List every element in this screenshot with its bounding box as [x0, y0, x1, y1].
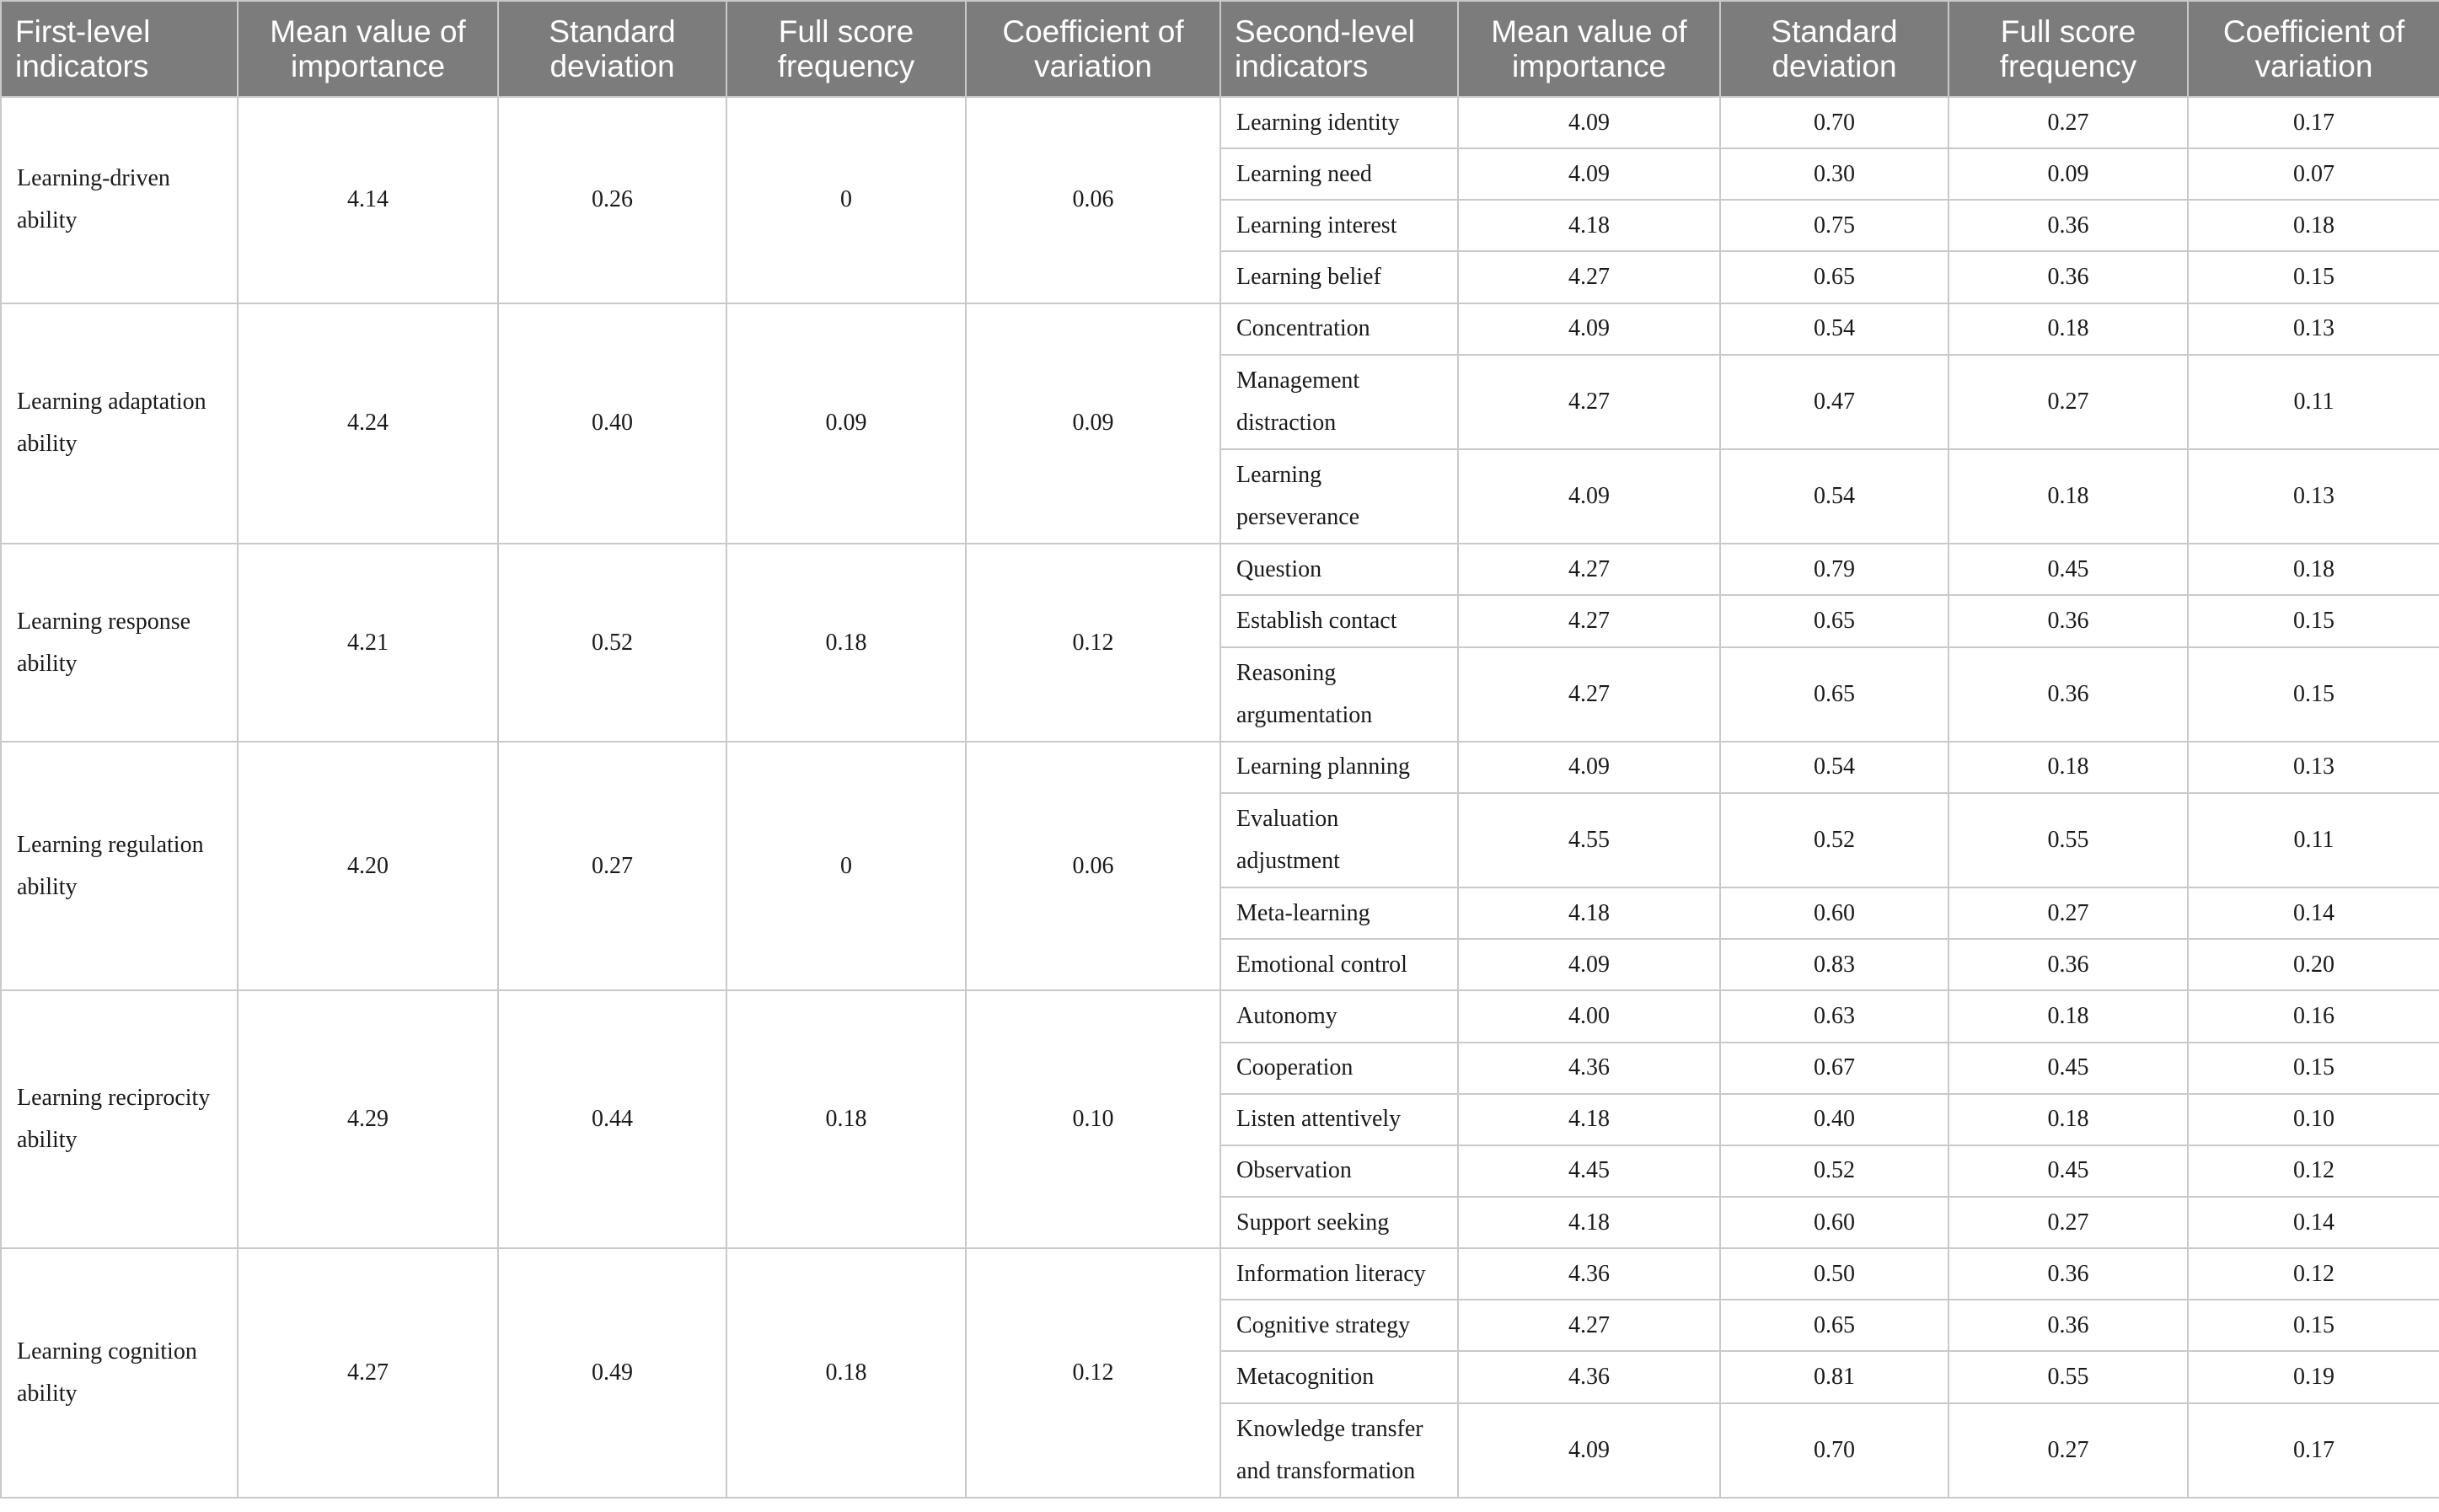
- second-level-name: Reasoning argumentation: [1220, 647, 1458, 742]
- second-level-cv: 0.14: [2188, 1197, 2439, 1248]
- second-level-name: Learning belief: [1220, 251, 1458, 303]
- first-level-cv: 0.09: [966, 303, 1220, 544]
- second-level-sd: 0.30: [1720, 148, 1949, 200]
- second-level-name: Management distraction: [1220, 355, 1458, 449]
- second-level-cv: 0.14: [2188, 887, 2439, 939]
- table-row: [1, 544, 2439, 595]
- second-level-sd: 0.54: [1720, 303, 1949, 355]
- second-level-mean: 4.09: [1458, 97, 1720, 148]
- first-level-cv: 0.12: [966, 1248, 1220, 1498]
- second-level-cv: 0.11: [2188, 355, 2439, 449]
- second-level-cv: 0.12: [2188, 1248, 2439, 1300]
- second-level-full: 0.18: [1949, 303, 2188, 355]
- second-level-name: Emotional control: [1220, 939, 1458, 990]
- second-level-sd: 0.52: [1720, 1145, 1949, 1197]
- second-level-cv: 0.20: [2188, 939, 2439, 990]
- second-level-mean: 4.09: [1458, 742, 1720, 793]
- first-level-cv: 0.06: [966, 97, 1220, 303]
- second-level-mean: 4.00: [1458, 990, 1720, 1042]
- second-level-full: 0.36: [1949, 595, 2188, 646]
- second-level-mean: 4.27: [1458, 1300, 1720, 1351]
- second-level-cv: 0.17: [2188, 1403, 2439, 1498]
- header-full-score-first: Full score frequency: [726, 1, 966, 97]
- second-level-mean: 4.45: [1458, 1145, 1720, 1197]
- header-first-level: First-level indicators: [1, 1, 238, 97]
- first-level-mean: 4.21: [238, 544, 498, 742]
- second-level-name: Learning perseverance: [1220, 449, 1458, 544]
- second-level-name: Evaluation adjustment: [1220, 793, 1458, 887]
- second-level-mean: 4.36: [1458, 1248, 1720, 1300]
- second-level-sd: 0.50: [1720, 1248, 1949, 1300]
- second-level-mean: 4.18: [1458, 1094, 1720, 1145]
- second-level-sd: 0.70: [1720, 97, 1949, 148]
- first-level-name: Learning regulation ability: [1, 742, 238, 991]
- second-level-sd: 0.83: [1720, 939, 1949, 990]
- second-level-name: Autonomy: [1220, 990, 1458, 1042]
- second-level-cv: 0.18: [2188, 544, 2439, 595]
- second-level-full: 0.36: [1949, 647, 2188, 742]
- second-level-sd: 0.40: [1720, 1094, 1949, 1145]
- first-level-cv: 0.10: [966, 990, 1220, 1248]
- second-level-name: Information literacy: [1220, 1248, 1458, 1300]
- second-level-cv: 0.15: [2188, 1043, 2439, 1094]
- second-level-cv: 0.13: [2188, 303, 2439, 355]
- second-level-sd: 0.70: [1720, 1403, 1949, 1498]
- header-sd-second: Standard deviation: [1720, 1, 1949, 97]
- second-level-mean: 4.18: [1458, 200, 1720, 251]
- second-level-mean: 4.27: [1458, 647, 1720, 742]
- first-level-name: Learning cognition ability: [1, 1248, 238, 1498]
- first-level-cv: 0.06: [966, 742, 1220, 991]
- header-cv-second: Coefficient of variation: [2188, 1, 2439, 97]
- second-level-name: Cognitive strategy: [1220, 1300, 1458, 1351]
- first-level-sd: 0.40: [498, 303, 726, 544]
- second-level-mean: 4.27: [1458, 595, 1720, 646]
- second-level-sd: 0.47: [1720, 355, 1949, 449]
- first-level-name: Learning response ability: [1, 544, 238, 742]
- first-level-mean: 4.24: [238, 303, 498, 544]
- second-level-name: Question: [1220, 544, 1458, 595]
- second-level-cv: 0.18: [2188, 200, 2439, 251]
- second-level-sd: 0.65: [1720, 1300, 1949, 1351]
- first-level-mean: 4.20: [238, 742, 498, 991]
- second-level-cv: 0.10: [2188, 1094, 2439, 1145]
- second-level-sd: 0.65: [1720, 251, 1949, 303]
- second-level-full: 0.18: [1949, 742, 2188, 793]
- second-level-mean: 4.09: [1458, 939, 1720, 990]
- second-level-full: 0.36: [1949, 251, 2188, 303]
- second-level-name: Learning need: [1220, 148, 1458, 200]
- first-level-sd: 0.44: [498, 990, 726, 1248]
- second-level-mean: 4.09: [1458, 1403, 1720, 1498]
- first-level-mean: 4.29: [238, 990, 498, 1248]
- second-level-sd: 0.65: [1720, 595, 1949, 646]
- first-level-mean: 4.27: [238, 1248, 498, 1498]
- second-level-sd: 0.75: [1720, 200, 1949, 251]
- second-level-name: Knowledge transfer and transformation: [1220, 1403, 1458, 1498]
- second-level-sd: 0.60: [1720, 1197, 1949, 1248]
- second-level-name: Cooperation: [1220, 1043, 1458, 1094]
- second-level-cv: 0.15: [2188, 1300, 2439, 1351]
- second-level-cv: 0.11: [2188, 793, 2439, 887]
- second-level-sd: 0.54: [1720, 742, 1949, 793]
- table-row: [1, 990, 2439, 1042]
- second-level-name: Metacognition: [1220, 1351, 1458, 1402]
- second-level-full: 0.36: [1949, 939, 2188, 990]
- second-level-full: 0.55: [1949, 793, 2188, 887]
- second-level-name: Observation: [1220, 1145, 1458, 1197]
- first-level-full: 0.09: [726, 303, 966, 544]
- second-level-cv: 0.15: [2188, 595, 2439, 646]
- second-level-mean: 4.09: [1458, 449, 1720, 544]
- second-level-mean: 4.09: [1458, 148, 1720, 200]
- second-level-mean: 4.36: [1458, 1043, 1720, 1094]
- second-level-mean: 4.27: [1458, 355, 1720, 449]
- first-level-name: Learning-driven ability: [1, 97, 238, 303]
- header-mean-first: Mean value of importance: [238, 1, 498, 97]
- table-row: [1, 303, 2439, 355]
- table-row: [1, 742, 2439, 793]
- second-level-full: 0.36: [1949, 1300, 2188, 1351]
- second-level-sd: 0.52: [1720, 793, 1949, 887]
- second-level-sd: 0.60: [1720, 887, 1949, 939]
- second-level-mean: 4.55: [1458, 793, 1720, 887]
- header-mean-second: Mean value of importance: [1458, 1, 1720, 97]
- second-level-name: Listen attentively: [1220, 1094, 1458, 1145]
- second-level-cv: 0.07: [2188, 148, 2439, 200]
- second-level-mean: 4.27: [1458, 544, 1720, 595]
- second-level-sd: 0.79: [1720, 544, 1949, 595]
- table-row: [1, 97, 2439, 148]
- second-level-full: 0.45: [1949, 1145, 2188, 1197]
- second-level-cv: 0.13: [2188, 449, 2439, 544]
- second-level-full: 0.55: [1949, 1351, 2188, 1402]
- second-level-name: Meta-learning: [1220, 887, 1458, 939]
- first-level-full: 0: [726, 97, 966, 303]
- header-cv-first: Coefficient of variation: [966, 1, 1220, 97]
- second-level-full: 0.27: [1949, 97, 2188, 148]
- second-level-cv: 0.19: [2188, 1351, 2439, 1402]
- table-row: [1, 1248, 2439, 1300]
- second-level-name: Learning identity: [1220, 97, 1458, 148]
- first-level-full: 0.18: [726, 1248, 966, 1498]
- first-level-sd: 0.27: [498, 742, 726, 991]
- second-level-full: 0.27: [1949, 887, 2188, 939]
- second-level-name: Establish contact: [1220, 595, 1458, 646]
- first-level-sd: 0.49: [498, 1248, 726, 1498]
- second-level-cv: 0.15: [2188, 647, 2439, 742]
- second-level-name: Learning planning: [1220, 742, 1458, 793]
- second-level-sd: 0.54: [1720, 449, 1949, 544]
- second-level-cv: 0.15: [2188, 251, 2439, 303]
- second-level-name: Support seeking: [1220, 1197, 1458, 1248]
- second-level-mean: 4.36: [1458, 1351, 1720, 1402]
- second-level-cv: 0.17: [2188, 97, 2439, 148]
- second-level-full: 0.27: [1949, 355, 2188, 449]
- first-level-sd: 0.26: [498, 97, 726, 303]
- second-level-name: Learning interest: [1220, 200, 1458, 251]
- header-full-score-second: Full score frequency: [1949, 1, 2188, 97]
- second-level-full: 0.27: [1949, 1403, 2188, 1498]
- second-level-sd: 0.67: [1720, 1043, 1949, 1094]
- first-level-name: Learning adaptation ability: [1, 303, 238, 544]
- first-level-name: Learning reciprocity ability: [1, 990, 238, 1248]
- second-level-sd: 0.65: [1720, 647, 1949, 742]
- second-level-full: 0.18: [1949, 449, 2188, 544]
- first-level-sd: 0.52: [498, 544, 726, 742]
- first-level-full: 0: [726, 742, 966, 991]
- second-level-full: 0.36: [1949, 200, 2188, 251]
- second-level-full: 0.36: [1949, 1248, 2188, 1300]
- second-level-cv: 0.16: [2188, 990, 2439, 1042]
- second-level-sd: 0.63: [1720, 990, 1949, 1042]
- second-level-mean: 4.18: [1458, 1197, 1720, 1248]
- second-level-mean: 4.27: [1458, 251, 1720, 303]
- first-level-mean: 4.14: [238, 97, 498, 303]
- first-level-full: 0.18: [726, 990, 966, 1248]
- header-sd-first: Standard deviation: [498, 1, 726, 97]
- second-level-full: 0.27: [1949, 1197, 2188, 1248]
- second-level-full: 0.45: [1949, 544, 2188, 595]
- second-level-mean: 4.18: [1458, 887, 1720, 939]
- second-level-full: 0.18: [1949, 1094, 2188, 1145]
- second-level-full: 0.45: [1949, 1043, 2188, 1094]
- second-level-full: 0.18: [1949, 990, 2188, 1042]
- header-row: [1, 1, 2439, 97]
- first-level-cv: 0.12: [966, 544, 1220, 742]
- second-level-cv: 0.13: [2188, 742, 2439, 793]
- second-level-mean: 4.09: [1458, 303, 1720, 355]
- header-second-level: Second-level indicators: [1220, 1, 1458, 97]
- first-level-full: 0.18: [726, 544, 966, 742]
- second-level-cv: 0.12: [2188, 1145, 2439, 1197]
- second-level-name: Concentration: [1220, 303, 1458, 355]
- second-level-full: 0.09: [1949, 148, 2188, 200]
- second-level-sd: 0.81: [1720, 1351, 1949, 1402]
